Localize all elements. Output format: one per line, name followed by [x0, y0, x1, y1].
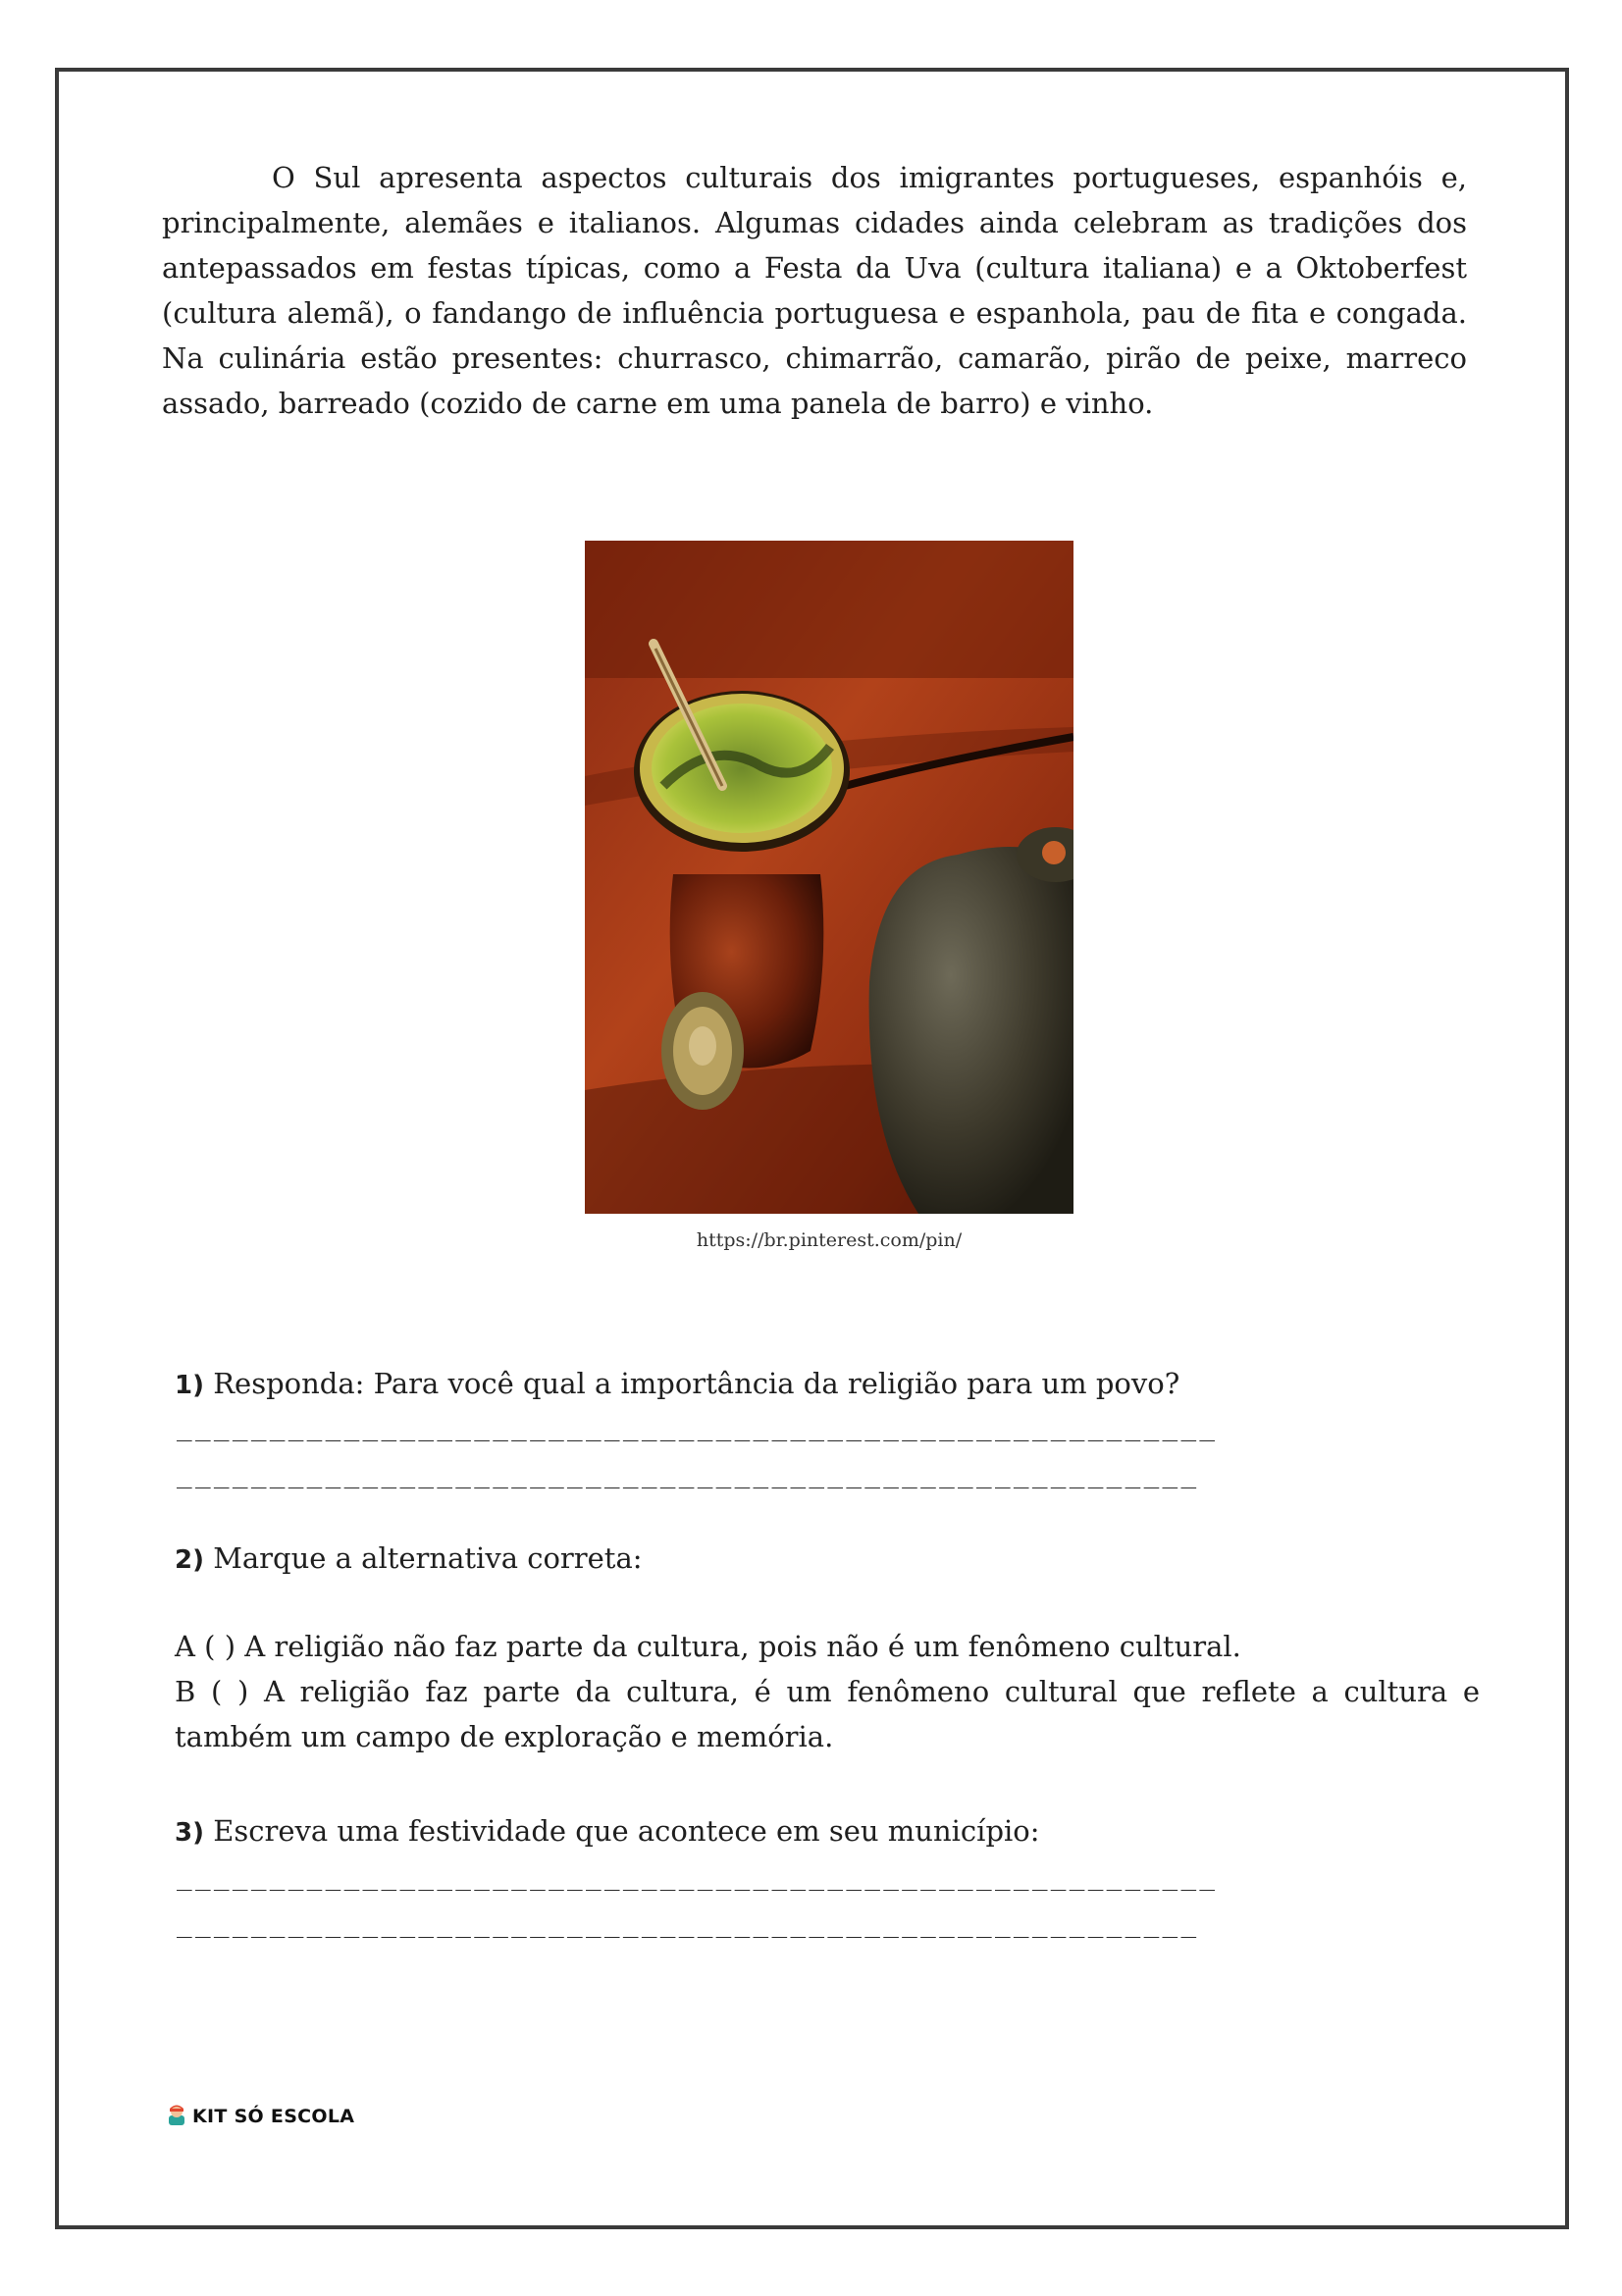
- question-3-number: 3): [175, 1818, 204, 1848]
- answer-line-3b[interactable]: _______________________________________________________: [177, 1909, 1200, 1939]
- question-1-number: 1): [175, 1371, 204, 1400]
- answer-line-3a[interactable]: ________________________________________________________: [177, 1862, 1219, 1892]
- answer-line-1b[interactable]: _______________________________________________________: [177, 1460, 1200, 1489]
- question-1-text: Responda: Para você qual a importância da religião para um povo?: [203, 1367, 1180, 1400]
- question-1: [175, 1361, 1480, 1408]
- answer-line-1a[interactable]: ________________________________________________________: [177, 1413, 1219, 1442]
- kit-so-escola-logo: [165, 2103, 354, 2130]
- intro-paragraph: O Sul apresenta aspectos culturais dos imigrantes portugueses, espanhóis e, principalmente, alemães e italianos. Algumas cidades ainda celebram as tradições dos antepassados em festas típicas, como a Festa da Uva (cultura italiana) e a Oktoberfest (cultura alemã), o fandango de influência portuguesa e espanhola, pau de fita e congada. Na culinária estão presentes: churrasco, chimarrão, camarão, pirão de peixe, marreco assado, barreado (cozido de carne em uma panela de barro) e vinho.: [162, 161, 1467, 420]
- logo-text: KIT SÓ ESCOLA: [192, 2106, 355, 2127]
- question-2: [175, 1536, 1480, 1583]
- image-caption: https://br.pinterest.com/pin/: [696, 1229, 963, 1251]
- question-3: [175, 1808, 1480, 1855]
- student-icon: [165, 2103, 188, 2130]
- question-2-text: Marque a alternativa correta:: [203, 1541, 643, 1575]
- question-3-text: Escreva uma festividade que acontece em seu município:: [203, 1814, 1040, 1848]
- option-a[interactable]: A ( ) A religião não faz parte da cultura, pois não é um fenômeno cultural.: [175, 1630, 1241, 1663]
- chimarrao-photo: [585, 541, 1073, 1214]
- question-2-number: 2): [175, 1545, 204, 1575]
- option-b[interactable]: B ( ) A religião faz parte da cultura, é um fenômeno cultural que reflete a cultura e também um campo de exploração e memória.: [175, 1675, 1480, 1753]
